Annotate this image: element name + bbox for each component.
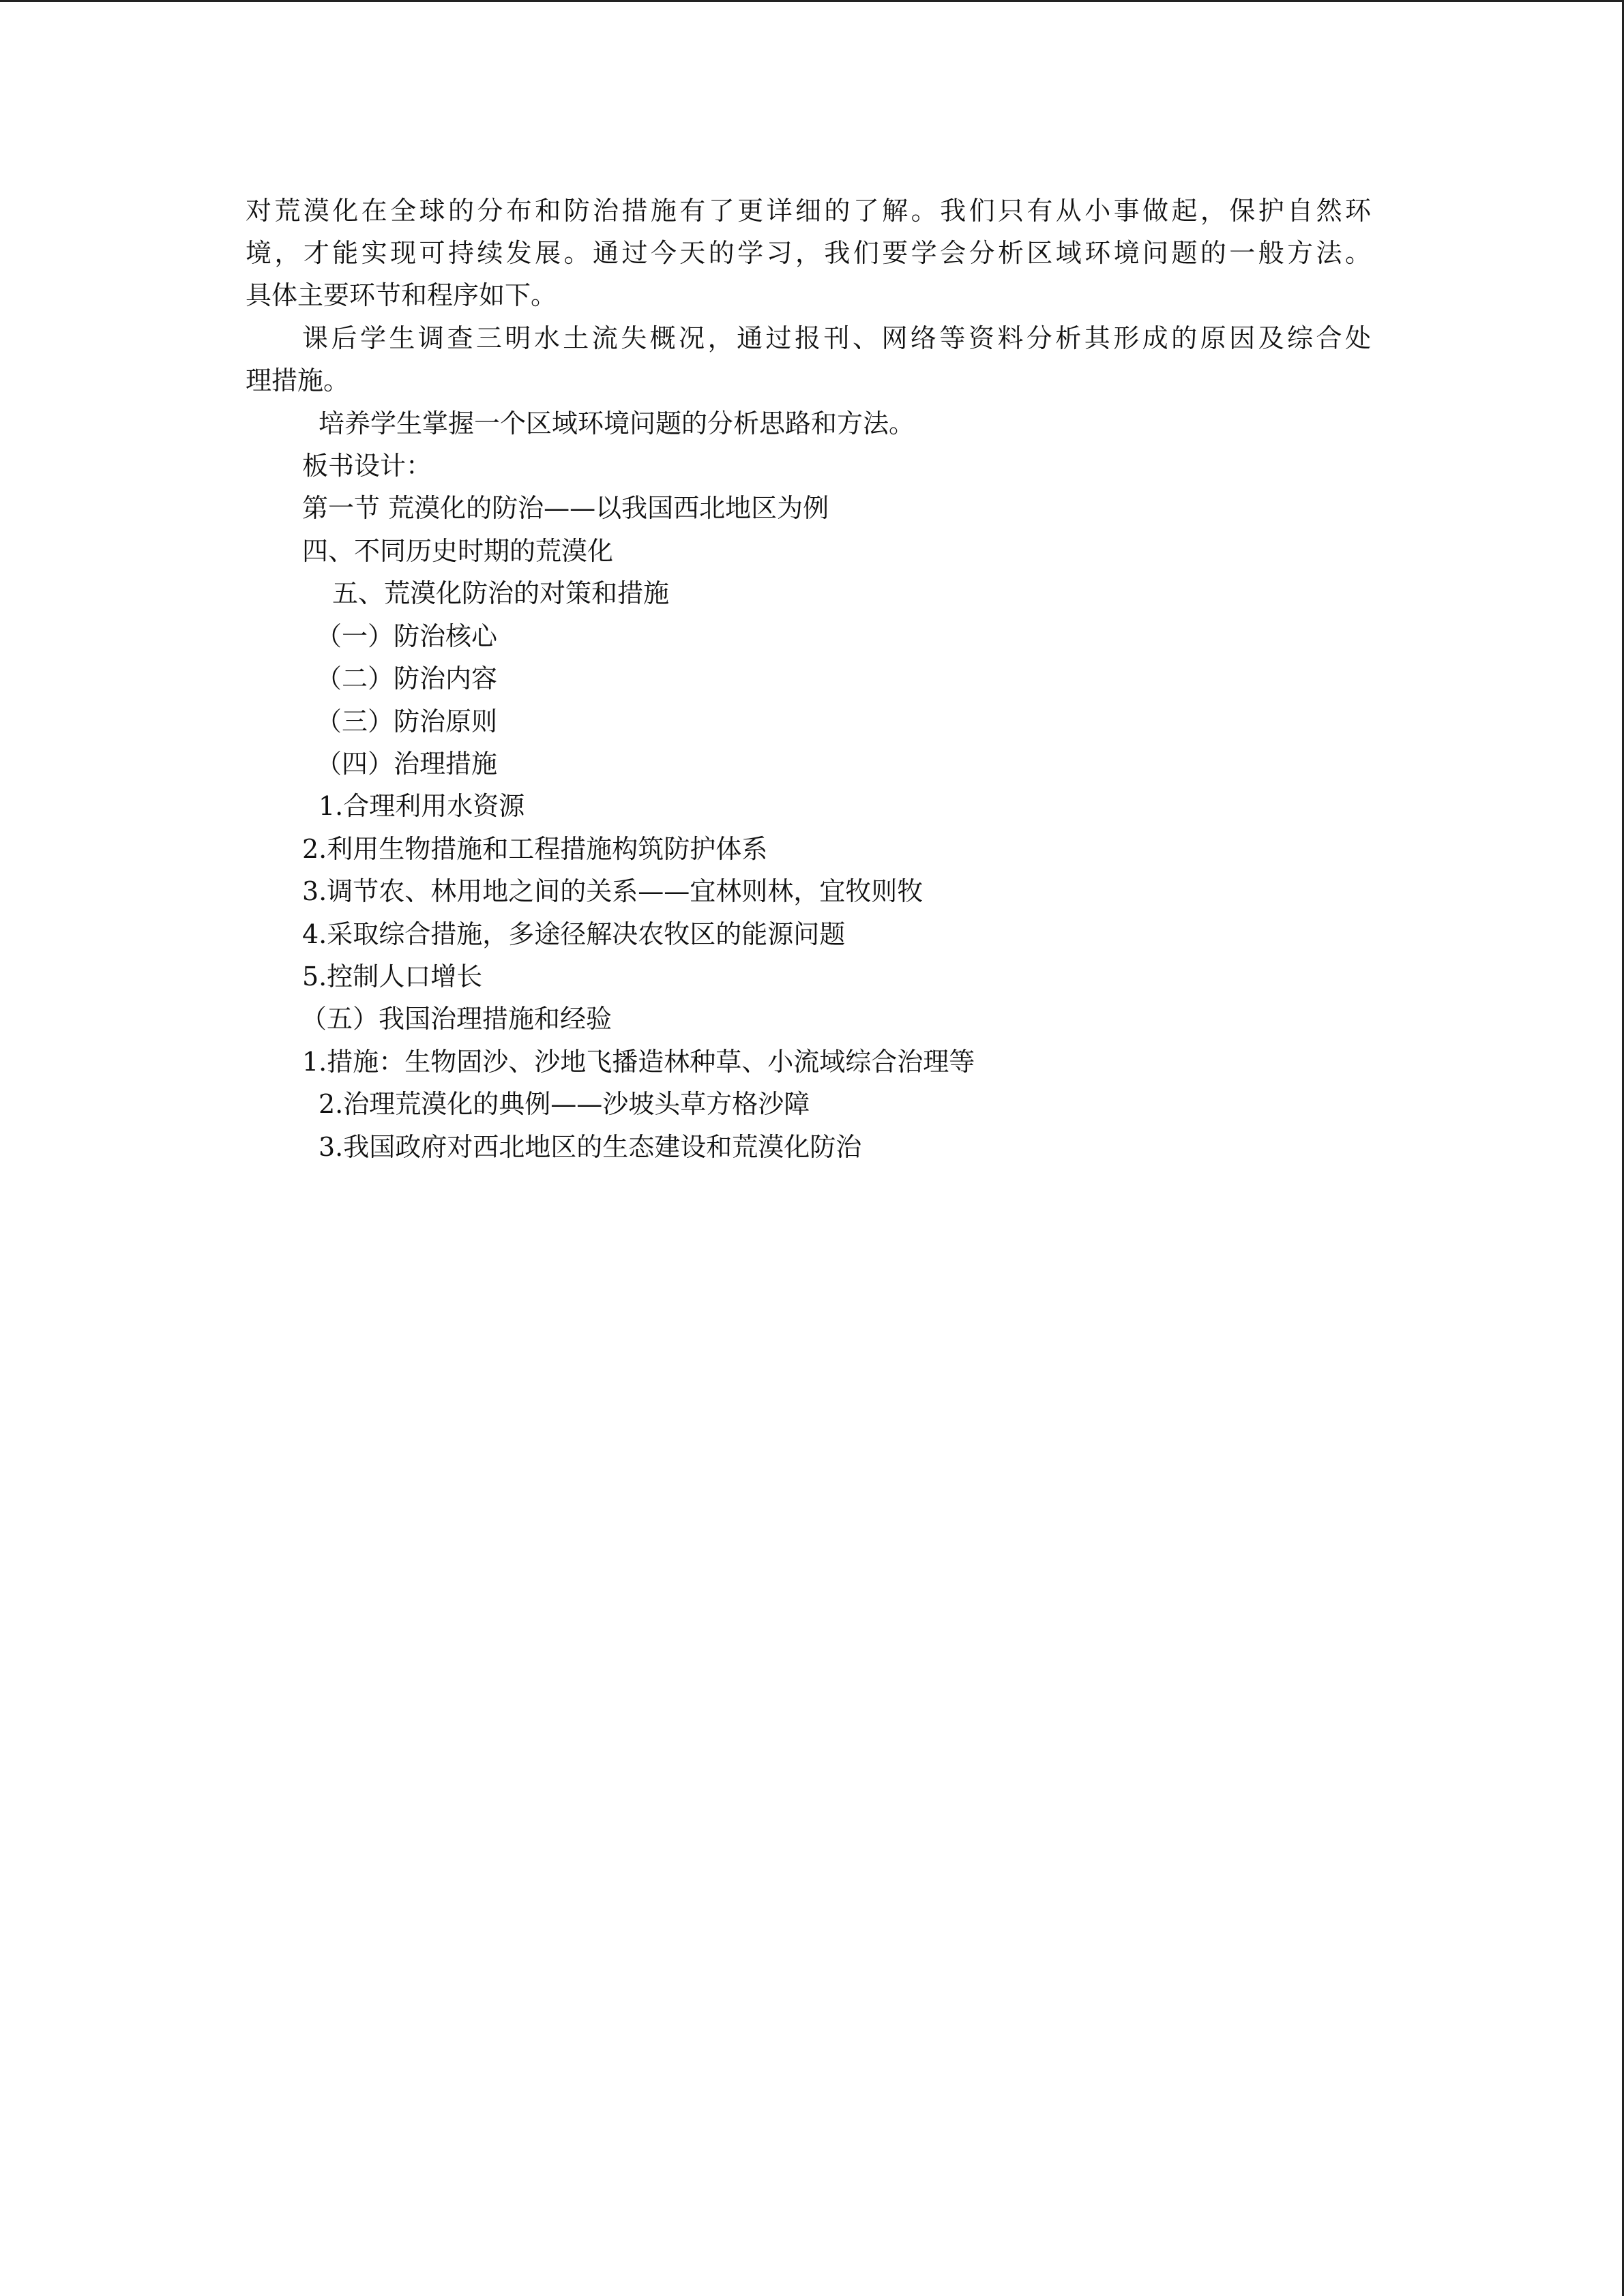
paragraph-1-line-3: 具体主要环节和程序如下。 <box>246 280 557 310</box>
board-section-title: 第一节 荒漠化的防治——以我国西北地区为例 <box>302 493 829 523</box>
board-experience-1: 1.措施：生物固沙、沙地飞播造林种草、小流域综合治理等 <box>302 1047 975 1077</box>
board-sub-4: （四）治理措施 <box>316 749 498 779</box>
board-experience-3: 3.我国政府对西北地区的生态建设和荒漠化防治 <box>319 1132 862 1162</box>
paragraph-1-line-1: 对荒漠化在全球的分布和防治措施有了更详细的了解。我们只有从小事做起，保护自然环 <box>246 196 1371 226</box>
page-border-top <box>0 0 1624 2</box>
paragraph-1-line-2: 境，才能实现可持续发展。通过今天的学习，我们要学会分析区域环境问题的一般方法。 <box>246 238 1371 268</box>
paragraph-2-line-2: 理措施。 <box>246 366 350 396</box>
board-measure-5: 5.控制人口增长 <box>302 961 483 992</box>
paragraph-3: 培养学生掌握一个区域环境问题的分析思路和方法。 <box>319 408 915 438</box>
board-measure-1: 1.合理利用水资源 <box>319 791 525 821</box>
board-sub-3: （三）防治原则 <box>316 706 498 736</box>
board-sub-2: （二）防治内容 <box>316 664 498 694</box>
board-sub-1: （一）防治核心 <box>316 621 498 651</box>
board-measure-4: 4.采取综合措施，多途径解决农牧区的能源问题 <box>302 919 846 949</box>
board-measure-2: 2.利用生物措施和工程措施构筑防护体系 <box>302 834 768 864</box>
paragraph-2-line-1: 课后学生调查三明水土流失概况，通过报刊、网络等资料分析其形成的原因及综合处 <box>302 323 1371 353</box>
board-measure-3: 3.调节农、林用地之间的关系——宜林则林，宜牧则牧 <box>302 876 924 906</box>
board-heading: 板书设计： <box>302 451 432 481</box>
board-experience-2: 2.治理荒漠化的典例——沙坡头草方格沙障 <box>319 1089 810 1119</box>
board-part-4: 四、不同历史时期的荒漠化 <box>302 536 614 566</box>
board-sub-5: （五）我国治理措施和经验 <box>301 1004 612 1034</box>
board-part-5: 五、荒漠化防治的对策和措施 <box>332 578 670 608</box>
